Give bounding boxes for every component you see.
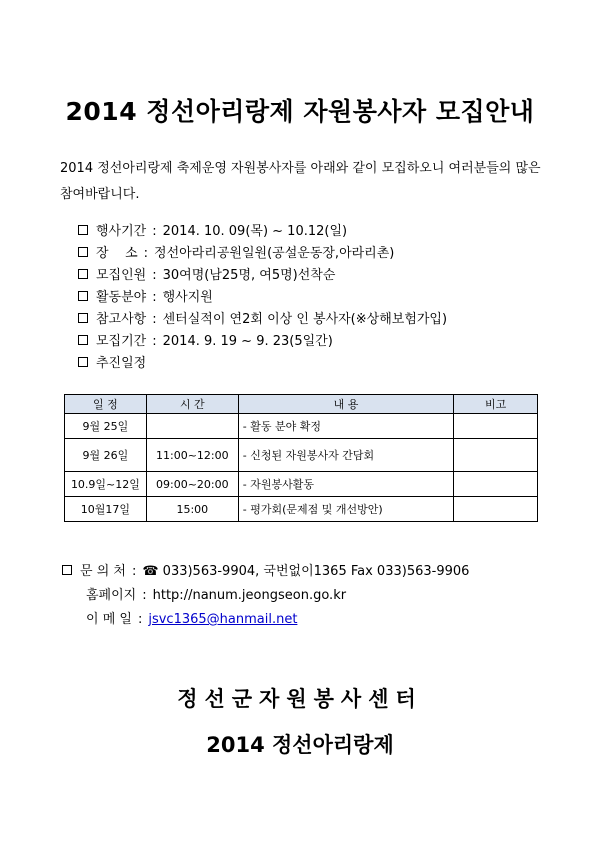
column-header-note: 비고 [454,395,538,414]
cell-time: 15:00 [146,497,238,522]
detail-label: 참고사항 [96,312,147,327]
checkbox-bullet-icon [78,269,88,279]
colon-separator: : [152,334,157,349]
event-name: 2014 정선아리랑제 [206,733,394,757]
contact-email-label: 이 메 일 [86,612,132,627]
contact-web-label: 홈페이지 [86,588,137,603]
cell-note [454,439,538,472]
checkbox-bullet-icon [78,335,88,345]
table-row [65,497,538,522]
colon-separator: : [142,588,147,603]
cell-time: 09:00~20:00 [146,472,238,497]
detail-value: 센터실적이 연2회 이상 인 봉사자(※상해보험가입) [162,312,448,327]
detail-recruit-count [78,265,558,287]
detail-period [78,221,558,243]
intro-paragraph: 2014 정선아리랑제 축제운영 자원봉사자를 아래와 같이 모집하오니 여러분들의 많은 참여바랍니다. [60,161,541,202]
table-row [65,472,538,497]
detail-label: 추진일정 [96,356,147,371]
details-list [78,221,558,375]
colon-separator: : [152,268,157,283]
checkbox-bullet-icon [78,357,88,367]
detail-value: 행사지원 [162,290,213,305]
detail-value: 2014. 10. 09(목) ~ 10.12(일) [162,224,348,239]
table-row [65,414,538,439]
detail-value: 30여명(남25명, 여5명)선착순 [162,268,336,283]
cell-note [454,497,538,522]
cell-time [146,414,238,439]
detail-label: 모집인원 [96,268,147,283]
page-title: 2014 정선아리랑제 자원봉사자 모집안내 [65,97,535,126]
detail-label: 활동분야 [96,290,147,305]
contact-email-link[interactable]: jsvc1365@hanmail.net [148,612,298,627]
cell-date: 10.9일~12일 [65,472,147,497]
cell-content: - 신청된 자원봉사자 간담회 [238,439,453,472]
organization-name: 정선군자원봉사센터 [177,687,423,711]
contact-phone-row [62,560,469,584]
colon-separator: : [137,612,143,627]
detail-recruit-period [78,331,558,353]
cell-content: - 활동 분야 확정 [238,414,453,439]
table-header-row [65,395,538,414]
contact-web-link[interactable]: http://nanum.jeongseon.go.kr [152,588,347,603]
column-header-time: 시 간 [146,395,238,414]
colon-separator: : [152,312,157,327]
contact-phone-label: 문 의 처 [80,564,126,579]
detail-location [78,243,558,265]
checkbox-bullet-icon [78,247,88,257]
cell-date: 9월 26일 [65,439,147,472]
contact-web-row [62,584,469,608]
table-row [65,439,538,472]
colon-separator: : [152,290,157,305]
cell-note [454,472,538,497]
contact-block [62,560,469,632]
detail-value: 2014. 9. 19 ~ 9. 23(5일간) [162,334,333,349]
column-header-content: 내 용 [238,395,453,414]
cell-content: - 자원봉사활동 [238,472,453,497]
detail-label: 장 소 [96,246,138,261]
contact-phone-value: ☎ 033)563-9904, 국번없이1365 Fax 033)563-9906 [142,564,470,579]
cell-date: 10월17일 [65,497,147,522]
detail-value: 정선아라리공원일원(공설운동장,아라리촌) [154,246,395,261]
detail-label: 모집기간 [96,334,147,349]
colon-separator: : [152,224,157,239]
colon-separator: : [131,564,137,579]
checkbox-bullet-icon [62,565,72,575]
cell-date: 9월 25일 [65,414,147,439]
detail-activity-field [78,287,558,309]
schedule-table [64,394,538,522]
detail-notes [78,309,558,331]
colon-separator: : [143,246,149,261]
cell-content: - 평가회(문제점 및 개선방안) [238,497,453,522]
cell-note [454,414,538,439]
detail-schedule-heading [78,353,558,375]
column-header-date: 일 정 [65,395,147,414]
checkbox-bullet-icon [78,291,88,301]
checkbox-bullet-icon [78,313,88,323]
checkbox-bullet-icon [78,225,88,235]
cell-time: 11:00~12:00 [146,439,238,472]
detail-label: 행사기간 [96,224,147,239]
contact-email-row [62,608,469,632]
